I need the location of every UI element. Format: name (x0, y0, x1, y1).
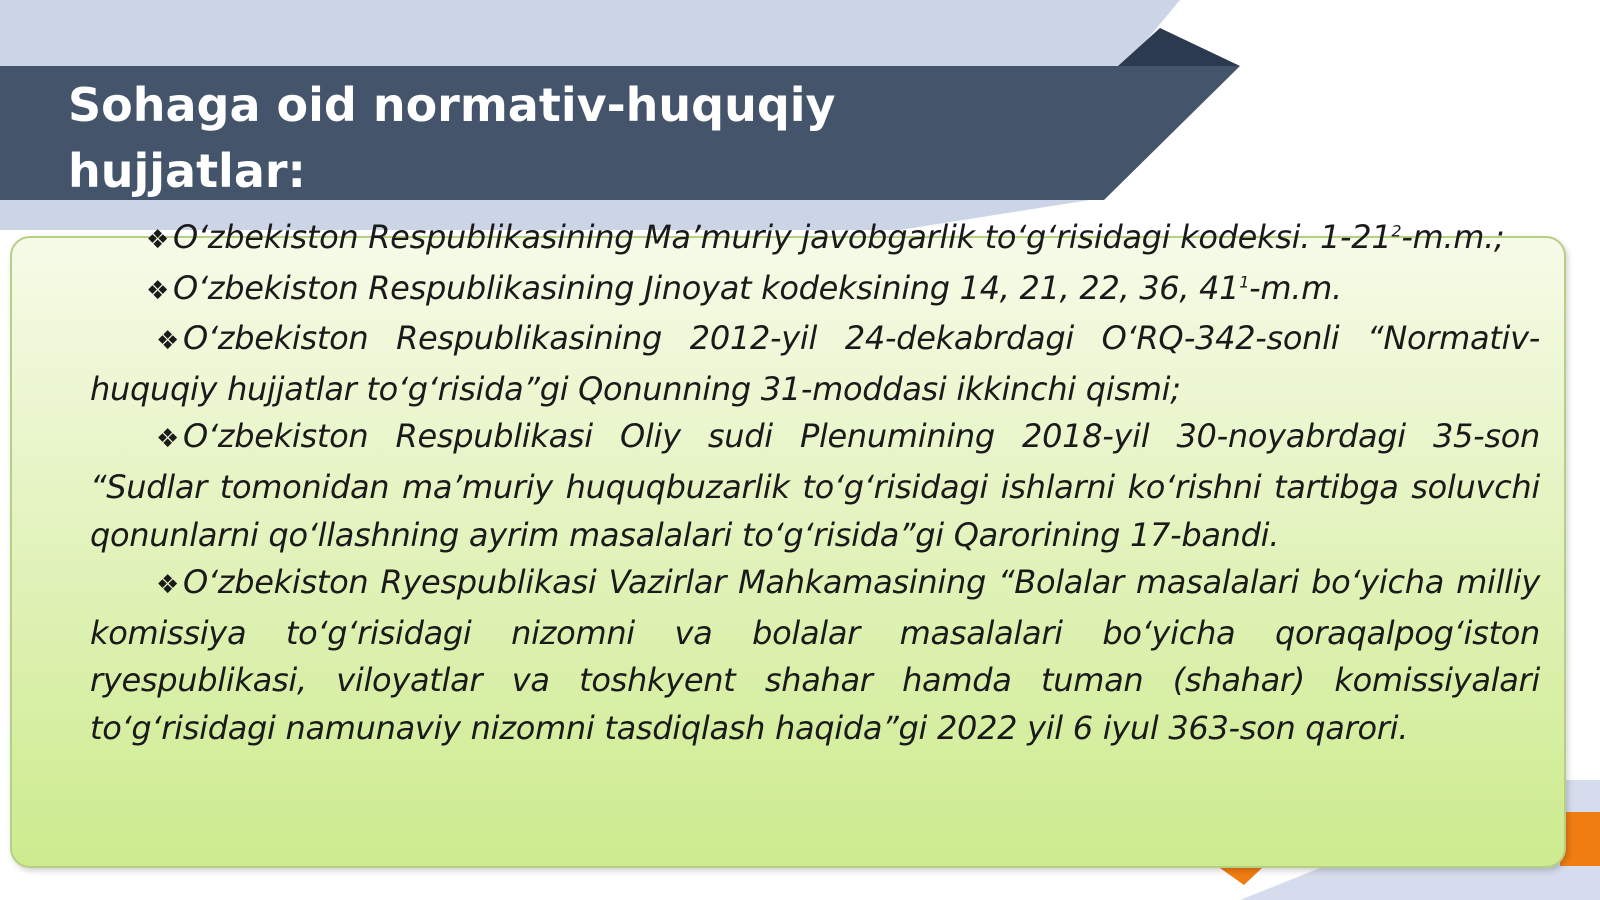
diamond-bullet-icon: ❖ (146, 275, 170, 306)
slide-title-line-1: Sohaga oid normativ-huquqiy (68, 78, 836, 132)
list-item (80, 315, 1540, 413)
list-item (80, 559, 1540, 752)
list-item-superscript: 2 (1391, 221, 1402, 241)
diamond-bullet-icon: ❖ (156, 326, 180, 357)
list-item-text: O‘zbekiston Respublikasining 2012-yil 24-dekabrdagi O‘RQ-342-sonli “Normativ-huquqiy hujjatlar to‘g‘risida”gi Qonunning 31-moddasi ikkinchi qismi; (90, 319, 1540, 408)
list-item (80, 413, 1540, 559)
list-item-text: O‘zbekiston Respublikasining Jinoyat kodeksining 14, 21, 22, 36, 41 (173, 268, 1240, 307)
document-list (80, 214, 1540, 753)
diamond-bullet-icon: ❖ (156, 570, 180, 601)
slide-title-line-2: hujjatlar: (68, 144, 306, 198)
list-item-text: O‘zbekiston Respublikasining Ma’muriy javobgarlik to‘g‘risidagi kodeksi. 1-21 (173, 218, 1392, 256)
slide-title (68, 72, 968, 204)
list-item (80, 214, 1540, 265)
list-item-superscript: 1 (1239, 271, 1250, 291)
list-item-text: O‘zbekiston Respublikasi Oliy sudi Plenumining 2018-yil 30-noyabrdagi 35-son “Sudlar tomonidan ma’muriy huquqbuzarlik to‘g‘risidagi ishlarni ko‘rishni tartibga soluvchi qonunlarni qo‘llashning ayrim masalalari to‘g‘risida”gi Qarorining 17-bandi. (90, 417, 1540, 554)
diamond-bullet-icon: ❖ (146, 225, 170, 255)
bottom-orange-triangle (1220, 868, 1262, 885)
list-item (80, 265, 1540, 316)
list-item-suffix: -m.m.; (1401, 218, 1505, 256)
right-orange-block (1560, 812, 1600, 866)
list-item-suffix: -m.m. (1249, 268, 1342, 307)
list-item-text: O‘zbekiston Ryespublikasi Vazirlar Mahkamasining “Bolalar masalalari bo‘yicha milliy komissiya to‘g‘risidagi nizomni va bolalar masalalari bo‘yicha qoraqalpog‘iston ryespublikasi, viloyatlar va toshkyent shahar hamda tuman (shahar) komissiyalari to‘g‘risidagi namunaviy nizomni tasdiqlash haqida”gi 2022 yil 6 iyul 363-son qarori. (90, 563, 1540, 747)
diamond-bullet-icon: ❖ (156, 424, 180, 455)
